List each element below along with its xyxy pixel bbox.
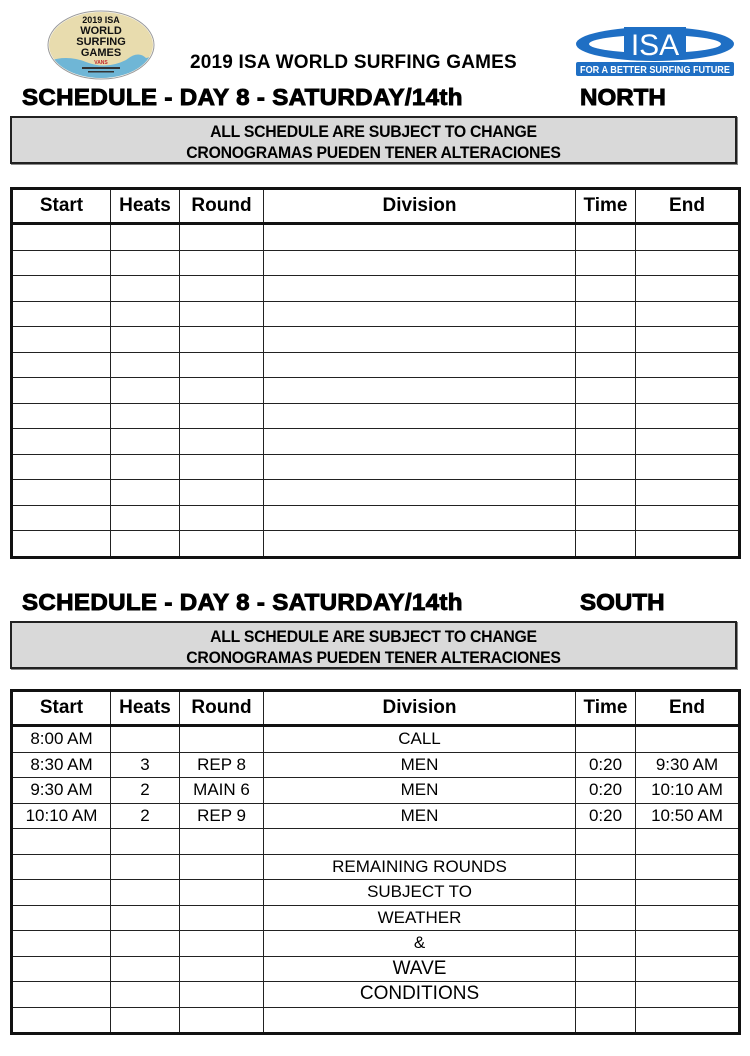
- cell-division: CONDITIONS: [264, 982, 576, 1008]
- cell-time: [576, 505, 636, 531]
- cell-time: [576, 301, 636, 327]
- cell-end: 10:10 AM: [636, 778, 740, 804]
- cell-time: [576, 854, 636, 880]
- cell-end: 10:50 AM: [636, 803, 740, 829]
- south-side-label: SOUTH: [580, 589, 665, 615]
- cell-round: REP 8: [180, 752, 264, 778]
- cell-heats: 3: [111, 752, 180, 778]
- cell-round: [180, 403, 264, 429]
- cell-start: [12, 454, 111, 480]
- cell-time: [576, 829, 636, 855]
- cell-start: [12, 224, 111, 251]
- table-row: [12, 429, 740, 455]
- table-row: [12, 301, 740, 327]
- cell-end: [636, 250, 740, 276]
- cell-round: [180, 480, 264, 506]
- svg-text:FOR A BETTER SURFING FUTURE: FOR A BETTER SURFING FUTURE: [580, 64, 730, 76]
- cell-round: REP 9: [180, 803, 264, 829]
- cell-heats: [111, 854, 180, 880]
- cell-heats: [111, 352, 180, 378]
- table-row: [12, 803, 740, 829]
- table-row: [12, 505, 740, 531]
- cell-heats: [111, 480, 180, 506]
- cell-heats: [111, 250, 180, 276]
- cell-time: [576, 327, 636, 353]
- north-schedule-title: SCHEDULE - DAY 8 - SATURDAY/14th: [22, 84, 463, 110]
- table-row: [12, 778, 740, 804]
- cell-heats: [111, 1007, 180, 1034]
- isa-logo: [574, 24, 736, 78]
- cell-round: [180, 880, 264, 906]
- cell-start: [12, 480, 111, 506]
- cell-round: [180, 276, 264, 302]
- cell-round: [180, 327, 264, 353]
- event-title: 2019 ISA WORLD SURFING GAMES: [190, 52, 517, 73]
- cell-time: [576, 931, 636, 957]
- north-schedule-table: [10, 187, 741, 559]
- cell-end: [636, 880, 740, 906]
- cell-round: [180, 429, 264, 455]
- table-row: [12, 880, 740, 906]
- cell-round: [180, 454, 264, 480]
- cell-division: [264, 454, 576, 480]
- cell-time: [576, 480, 636, 506]
- cell-round: [180, 378, 264, 404]
- cell-end: [636, 726, 740, 753]
- cell-heats: [111, 880, 180, 906]
- cell-division: [264, 829, 576, 855]
- cell-end: [636, 956, 740, 982]
- table-row: [12, 327, 740, 353]
- cell-start: [12, 905, 111, 931]
- column-header-start: Start: [12, 691, 111, 726]
- cell-time: [576, 454, 636, 480]
- cell-time: [576, 429, 636, 455]
- column-header-round: Round: [180, 691, 264, 726]
- cell-division: [264, 429, 576, 455]
- table-row: [12, 224, 740, 251]
- column-header-heats: Heats: [111, 691, 180, 726]
- cell-start: [12, 505, 111, 531]
- cell-start: [12, 403, 111, 429]
- table-row: [12, 403, 740, 429]
- cell-start: 10:10 AM: [12, 803, 111, 829]
- table-row: [12, 931, 740, 957]
- cell-division: [264, 403, 576, 429]
- table-row: [12, 378, 740, 404]
- svg-text:GAMES: GAMES: [80, 47, 122, 59]
- column-header-division: Division: [264, 189, 576, 224]
- south-notice-spanish: CRONOGRAMAS PUEDEN TENER ALTERACIONES: [186, 648, 561, 667]
- cell-division: &: [264, 931, 576, 957]
- cell-time: 0:20: [576, 803, 636, 829]
- cell-division: [264, 250, 576, 276]
- cell-division: [264, 505, 576, 531]
- table-row: [12, 454, 740, 480]
- north-notice-banner: [10, 116, 737, 164]
- cell-round: [180, 505, 264, 531]
- column-header-start: Start: [12, 189, 111, 224]
- svg-text:SURFING: SURFING: [76, 36, 126, 48]
- cell-heats: [111, 905, 180, 931]
- svg-text:2019 ISA: 2019 ISA: [82, 15, 120, 25]
- cell-round: [180, 726, 264, 753]
- cell-round: [180, 1007, 264, 1034]
- cell-division: [264, 327, 576, 353]
- svg-text:ISA: ISA: [630, 29, 680, 62]
- south-notice-banner: [10, 621, 737, 669]
- table-row: [12, 1007, 740, 1034]
- table-row: [12, 352, 740, 378]
- cell-end: [636, 1007, 740, 1034]
- table-row: [12, 531, 740, 558]
- cell-time: [576, 905, 636, 931]
- cell-heats: [111, 829, 180, 855]
- cell-division: WAVE: [264, 956, 576, 982]
- cell-round: [180, 931, 264, 957]
- cell-heats: [111, 276, 180, 302]
- table-row: [12, 752, 740, 778]
- cell-end: [636, 378, 740, 404]
- table-header-row: [12, 189, 740, 224]
- cell-end: [636, 352, 740, 378]
- cell-time: [576, 378, 636, 404]
- svg-text:VANS: VANS: [94, 60, 108, 66]
- table-row: [12, 982, 740, 1008]
- cell-start: 8:00 AM: [12, 726, 111, 753]
- cell-time: 0:20: [576, 778, 636, 804]
- cell-division: REMAINING ROUNDS: [264, 854, 576, 880]
- cell-start: [12, 1007, 111, 1034]
- cell-heats: [111, 505, 180, 531]
- north-notice-spanish: CRONOGRAMAS PUEDEN TENER ALTERACIONES: [186, 143, 561, 162]
- cell-round: [180, 982, 264, 1008]
- svg-text:WORLD: WORLD: [80, 25, 122, 37]
- cell-time: [576, 956, 636, 982]
- cell-heats: [111, 224, 180, 251]
- cell-end: [636, 505, 740, 531]
- table-row: [12, 956, 740, 982]
- cell-heats: 2: [111, 803, 180, 829]
- cell-heats: [111, 429, 180, 455]
- cell-time: [576, 352, 636, 378]
- table-row: [12, 250, 740, 276]
- cell-end: [636, 531, 740, 558]
- cell-time: [576, 403, 636, 429]
- cell-start: [12, 327, 111, 353]
- cell-start: [12, 378, 111, 404]
- table-row: [12, 905, 740, 931]
- cell-time: [576, 880, 636, 906]
- cell-heats: 2: [111, 778, 180, 804]
- south-schedule-table: [10, 689, 741, 1035]
- column-header-round: Round: [180, 189, 264, 224]
- cell-division: [264, 276, 576, 302]
- cell-division: WEATHER: [264, 905, 576, 931]
- cell-heats: [111, 327, 180, 353]
- cell-time: [576, 1007, 636, 1034]
- table-row: [12, 829, 740, 855]
- cell-start: 8:30 AM: [12, 752, 111, 778]
- cell-start: 9:30 AM: [12, 778, 111, 804]
- table-row: [12, 726, 740, 753]
- cell-end: [636, 327, 740, 353]
- cell-start: [12, 429, 111, 455]
- cell-start: [12, 531, 111, 558]
- cell-division: [264, 480, 576, 506]
- cell-heats: [111, 982, 180, 1008]
- cell-start: [12, 250, 111, 276]
- cell-round: [180, 250, 264, 276]
- cell-start: [12, 301, 111, 327]
- cell-end: [636, 480, 740, 506]
- cell-end: [636, 454, 740, 480]
- column-header-heats: Heats: [111, 189, 180, 224]
- cell-round: [180, 905, 264, 931]
- cell-heats: [111, 378, 180, 404]
- cell-time: [576, 276, 636, 302]
- column-header-end: End: [636, 189, 740, 224]
- cell-division: MEN: [264, 803, 576, 829]
- table-row: [12, 480, 740, 506]
- cell-start: [12, 956, 111, 982]
- cell-heats: [111, 531, 180, 558]
- cell-end: [636, 982, 740, 1008]
- cell-time: 0:20: [576, 752, 636, 778]
- south-notice-english: ALL SCHEDULE ARE SUBJECT TO CHANGE: [210, 627, 537, 646]
- cell-division: MEN: [264, 778, 576, 804]
- cell-heats: [111, 726, 180, 753]
- cell-end: 9:30 AM: [636, 752, 740, 778]
- cell-division: [264, 378, 576, 404]
- cell-round: [180, 854, 264, 880]
- cell-heats: [111, 403, 180, 429]
- cell-heats: [111, 931, 180, 957]
- cell-division: CALL: [264, 726, 576, 753]
- cell-division: SUBJECT TO: [264, 880, 576, 906]
- north-side-label: NORTH: [580, 84, 666, 110]
- cell-end: [636, 276, 740, 302]
- table-row: [12, 276, 740, 302]
- cell-round: [180, 224, 264, 251]
- cell-end: [636, 854, 740, 880]
- cell-start: [12, 276, 111, 302]
- cell-start: [12, 931, 111, 957]
- world-surfing-games-logo: [46, 10, 156, 80]
- cell-end: [636, 905, 740, 931]
- cell-start: [12, 352, 111, 378]
- cell-time: [576, 531, 636, 558]
- cell-division: MEN: [264, 752, 576, 778]
- cell-start: [12, 880, 111, 906]
- cell-division: [264, 531, 576, 558]
- cell-end: [636, 429, 740, 455]
- cell-time: [576, 726, 636, 753]
- cell-time: [576, 250, 636, 276]
- cell-round: MAIN 6: [180, 778, 264, 804]
- column-header-time: Time: [576, 691, 636, 726]
- cell-round: [180, 301, 264, 327]
- cell-end: [636, 403, 740, 429]
- cell-round: [180, 956, 264, 982]
- cell-end: [636, 224, 740, 251]
- cell-round: [180, 352, 264, 378]
- cell-division: [264, 1007, 576, 1034]
- cell-end: [636, 829, 740, 855]
- cell-division: [264, 352, 576, 378]
- cell-start: [12, 982, 111, 1008]
- column-header-division: Division: [264, 691, 576, 726]
- south-schedule-title: SCHEDULE - DAY 8 - SATURDAY/14th: [22, 589, 463, 615]
- cell-time: [576, 982, 636, 1008]
- cell-heats: [111, 956, 180, 982]
- cell-heats: [111, 301, 180, 327]
- cell-round: [180, 829, 264, 855]
- column-header-time: Time: [576, 189, 636, 224]
- cell-division: [264, 301, 576, 327]
- cell-time: [576, 224, 636, 251]
- cell-division: [264, 224, 576, 251]
- north-notice-english: ALL SCHEDULE ARE SUBJECT TO CHANGE: [210, 122, 537, 141]
- column-header-end: End: [636, 691, 740, 726]
- table-row: [12, 854, 740, 880]
- cell-end: [636, 931, 740, 957]
- table-header-row: [12, 691, 740, 726]
- cell-round: [180, 531, 264, 558]
- cell-start: [12, 854, 111, 880]
- cell-heats: [111, 454, 180, 480]
- cell-end: [636, 301, 740, 327]
- cell-start: [12, 829, 111, 855]
